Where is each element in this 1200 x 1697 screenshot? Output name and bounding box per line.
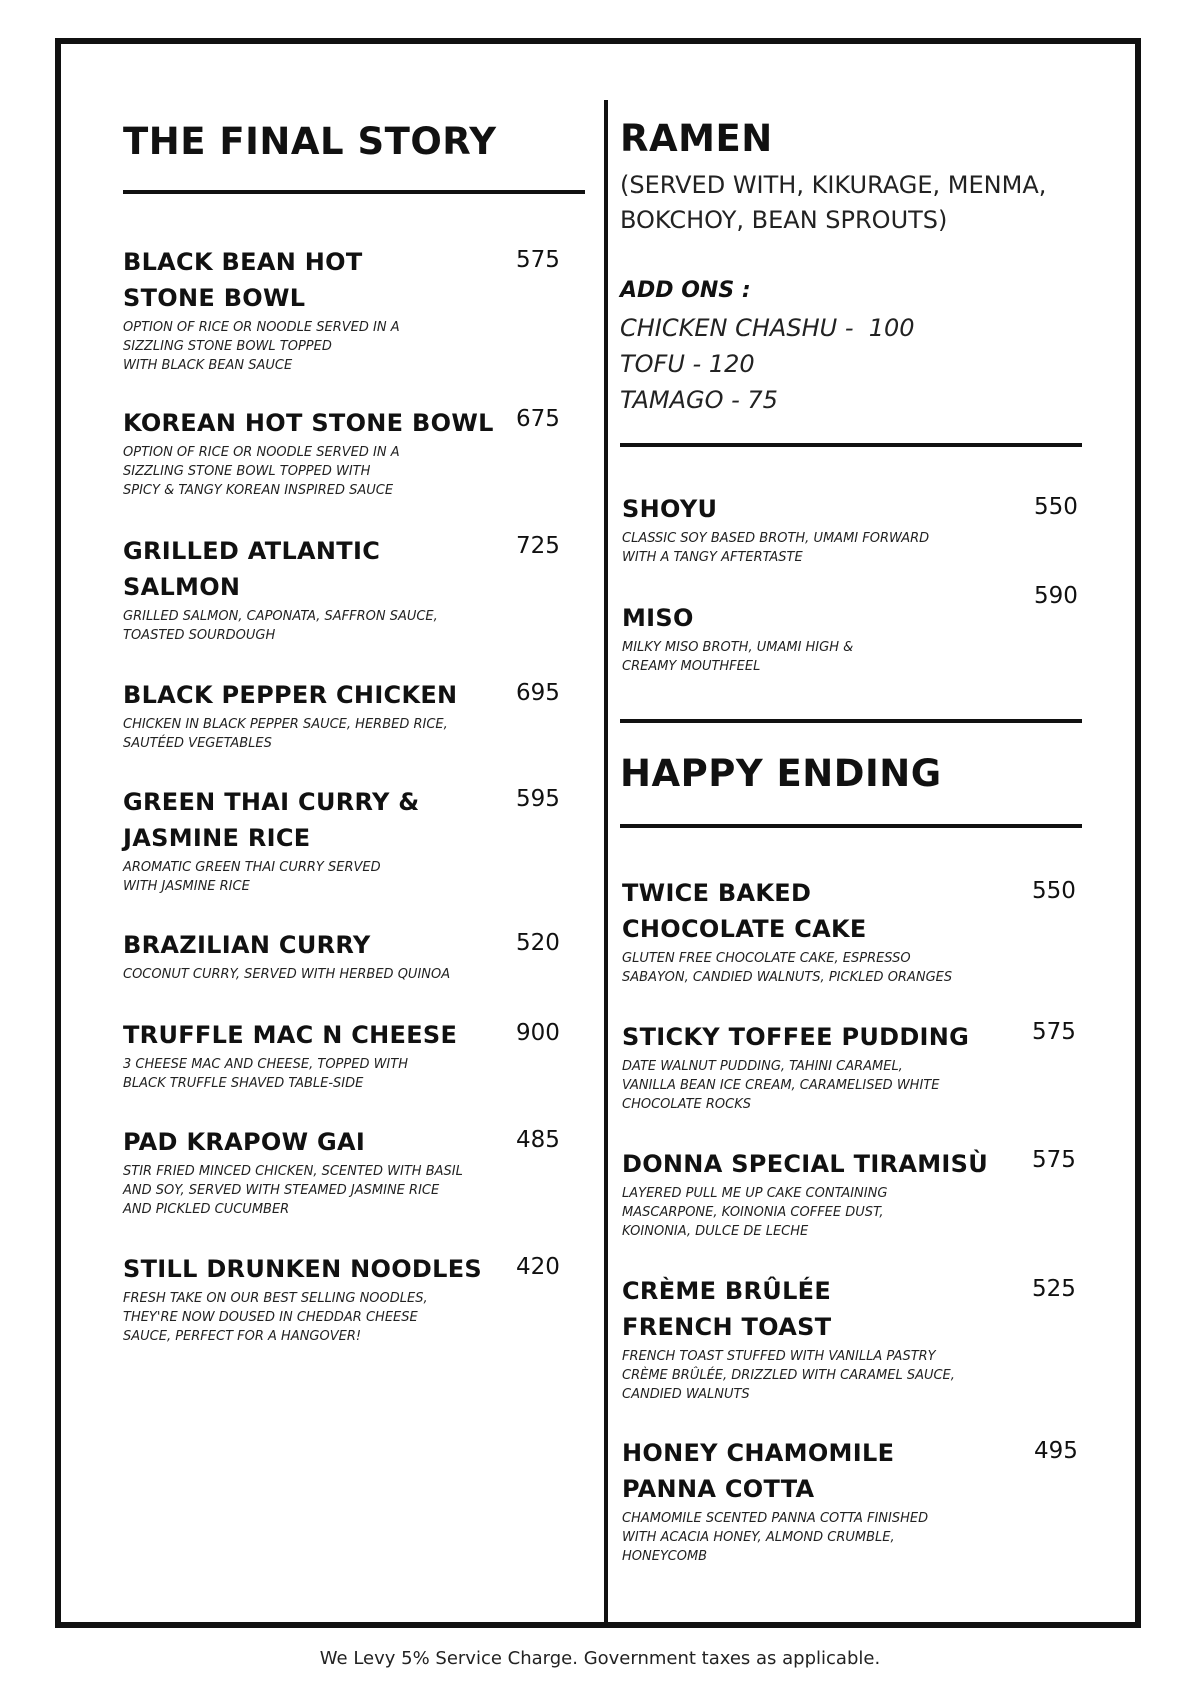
service-charge-note: We Levy 5% Service Charge. Government taxes as applicable.: [319, 1648, 881, 1669]
item-name: GREEN THAI CURRY & JASMINE RICE: [123, 788, 420, 852]
item-price: 900: [516, 1020, 560, 1046]
menu-item: [622, 600, 1012, 676]
item-name: BRAZILIAN CURRY: [123, 931, 371, 959]
menu-item: [622, 1273, 1022, 1404]
item-name: MISO: [622, 604, 694, 632]
menu-item: [622, 491, 1012, 567]
item-description: CHICKEN IN BLACK PEPPER SAUCE, HERBED RICE, SAUTÉED VEGETABLES: [123, 717, 448, 751]
item-name: TRUFFLE MAC N CHEESE: [123, 1021, 458, 1049]
menu-item: [123, 405, 513, 500]
item-price: 525: [1032, 1276, 1076, 1302]
item-name: HONEY CHAMOMILE PANNA COTTA: [622, 1439, 895, 1503]
item-description: FRENCH TOAST STUFFED WITH VANILLA PASTRY CRÈME BRÛLÉE, DRIZZLED WITH CARAMEL SAUCE, CANDIED WALNUTS: [622, 1349, 955, 1402]
menu-item: [123, 1124, 518, 1219]
dessert-title-rule: [620, 824, 1082, 828]
item-description: LAYERED PULL ME UP CAKE CONTAINING MASCARPONE, KOINONIA COFFEE DUST, KOINONIA, DULCE DE LECHE: [622, 1186, 888, 1239]
item-price: 495: [1034, 1438, 1078, 1464]
item-price: 725: [516, 533, 560, 559]
menu-item: [123, 1017, 513, 1093]
item-description: AROMATIC GREEN THAI CURRY SERVED WITH JASMINE RICE: [123, 860, 381, 894]
item-description: 3 CHEESE MAC AND CHEESE, TOPPED WITH BLACK TRUFFLE SHAVED TABLE-SIDE: [123, 1057, 408, 1091]
section-title-happy-ending: HAPPY ENDING: [620, 752, 942, 795]
ramen-subtitle: (SERVED WITH, KIKURAGE, MENMA, BOKCHOY, BEAN SPROUTS): [620, 171, 1047, 234]
menu-item: [123, 533, 513, 645]
item-description: CHAMOMILE SCENTED PANNA COTTA FINISHED WITH ACACIA HONEY, ALMOND CRUMBLE, HONEYCOMB: [622, 1511, 929, 1564]
item-price: 420: [516, 1254, 560, 1280]
menu-item: [123, 244, 513, 375]
item-name: TWICE BAKED CHOCOLATE CAKE: [622, 879, 867, 943]
item-price: 575: [1032, 1147, 1076, 1173]
addons-title: ADD ONS :: [620, 278, 751, 303]
item-name: GRILLED ATLANTIC SALMON: [123, 537, 381, 601]
menu-item: [622, 875, 1022, 987]
item-name: PAD KRAPOW GAI: [123, 1128, 366, 1156]
menu-item: [622, 1019, 1022, 1114]
item-name: BLACK PEPPER CHICKEN: [123, 681, 458, 709]
item-name: KOREAN HOT STONE BOWL: [123, 409, 494, 437]
item-name: STILL DRUNKEN NOODLES: [123, 1255, 483, 1283]
item-price: 695: [516, 680, 560, 706]
item-price: 485: [516, 1127, 560, 1153]
item-description: DATE WALNUT PUDDING, TAHINI CARAMEL, VANILLA BEAN ICE CREAM, CARAMELISED WHITE CHOCOLATE ROCKS: [622, 1059, 940, 1112]
item-price: 575: [1032, 1019, 1076, 1045]
item-name: DONNA SPECIAL TIRAMISÙ: [622, 1150, 989, 1178]
item-description: GRILLED SALMON, CAPONATA, SAFFRON SAUCE, TOASTED SOURDOUGH: [123, 609, 438, 643]
item-name: CRÈME BRÛLÉE FRENCH TOAST: [622, 1277, 832, 1341]
item-price: 595: [516, 786, 560, 812]
item-price: 675: [516, 406, 560, 432]
addon-item: CHICKEN CHASHU - 100: [620, 314, 915, 342]
section-title-final-story: THE FINAL STORY: [123, 120, 497, 163]
item-description: FRESH TAKE ON OUR BEST SELLING NOODLES, THEY'RE NOW DOUSED IN CHEDDAR CHEESE SAUCE, PERFECT FOR A HANGOVER!: [123, 1291, 428, 1344]
menu-item: [622, 1435, 1022, 1566]
addons-list: [620, 310, 915, 418]
item-price: 550: [1032, 878, 1076, 904]
menu-item: [123, 927, 518, 984]
title-rule: [123, 190, 585, 194]
menu-item: [123, 784, 513, 896]
ramen-bottom-rule: [620, 719, 1082, 723]
addon-item: TAMAGO - 75: [620, 386, 778, 414]
item-name: SHOYU: [622, 495, 718, 523]
item-description: STIR FRIED MINCED CHICKEN, SCENTED WITH BASIL AND SOY, SERVED WITH STEAMED JASMINE RICE AND PICKLED CUCUMBER: [123, 1164, 463, 1217]
item-description: CLASSIC SOY BASED BROTH, UMAMI FORWARD WITH A TANGY AFTERTASTE: [622, 531, 930, 565]
item-description: GLUTEN FREE CHOCOLATE CAKE, ESPRESSO SABAYON, CANDIED WALNUTS, PICKLED ORANGES: [622, 951, 953, 985]
item-description: OPTION OF RICE OR NOODLE SERVED IN A SIZZLING STONE BOWL TOPPED WITH SPICY & TANGY KOREAN INSPIRED SAUCE: [123, 445, 400, 498]
item-description: OPTION OF RICE OR NOODLE SERVED IN A SIZZLING STONE BOWL TOPPED WITH BLACK BEAN SAUCE: [123, 320, 400, 373]
addon-item: TOFU - 120: [620, 350, 755, 378]
item-description: MILKY MISO BROTH, UMAMI HIGH & CREAMY MOUTHFEEL: [622, 640, 854, 674]
item-name: BLACK BEAN HOT STONE BOWL: [123, 248, 363, 312]
menu-item: [123, 1251, 518, 1346]
item-name: STICKY TOFFEE PUDDING: [622, 1023, 970, 1051]
item-price: 590: [1034, 583, 1078, 609]
ramen-rule: [620, 443, 1082, 447]
item-price: 550: [1034, 494, 1078, 520]
item-price: 575: [516, 247, 560, 273]
item-price: 520: [516, 930, 560, 956]
section-title-ramen: RAMEN: [620, 117, 773, 160]
item-description: COCONUT CURRY, SERVED WITH HERBED QUINOA: [123, 967, 451, 982]
menu-item: [123, 677, 513, 753]
column-divider: [604, 100, 608, 1628]
menu-item: [622, 1146, 1022, 1241]
